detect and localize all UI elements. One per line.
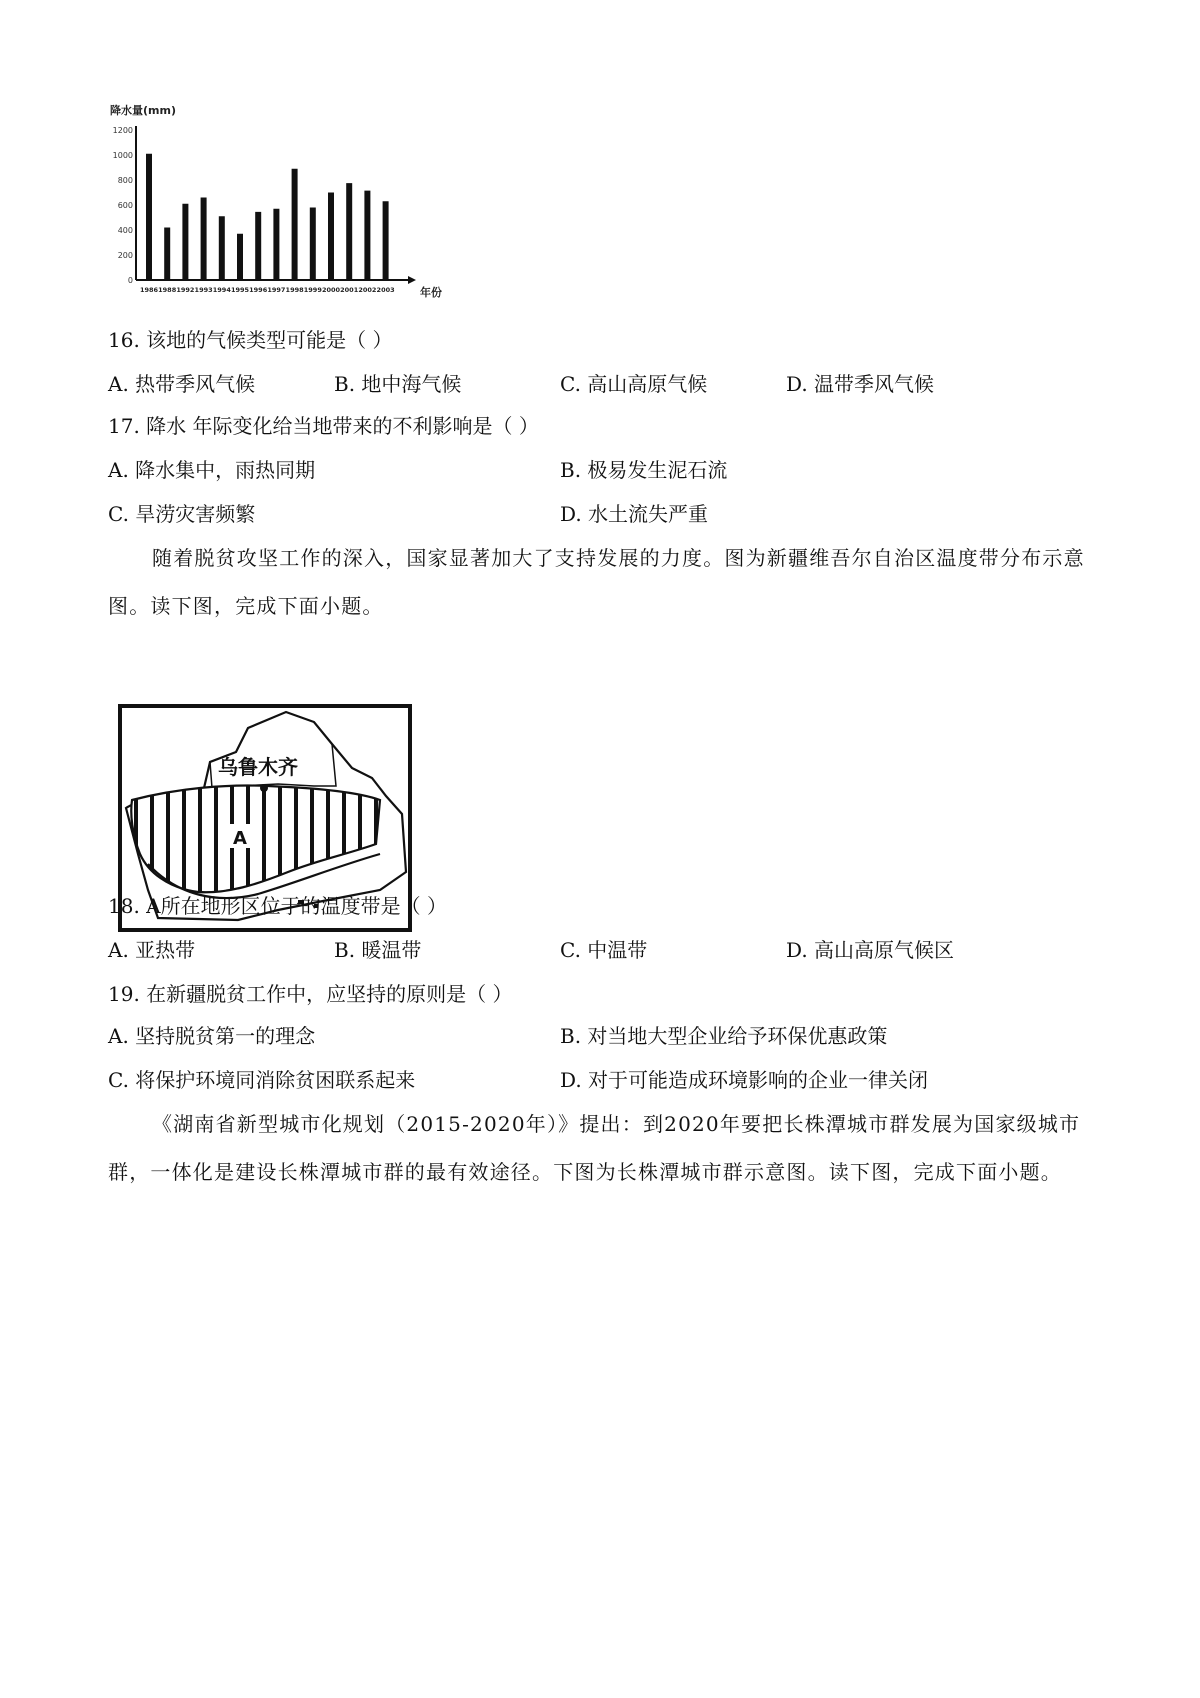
- bar-1993: [201, 198, 207, 281]
- y-tick-label: 1200: [112, 126, 133, 135]
- q17-stem: 17. 降水 年际变化给当地带来的不利影响是（ ）: [108, 414, 539, 438]
- bar-2001: [346, 183, 352, 280]
- bars: [146, 154, 389, 280]
- y-tick-label: 200: [117, 251, 133, 260]
- q16-stem: 16. 该地的气候类型可能是（ ）: [108, 328, 393, 352]
- urumqi-point: [260, 784, 268, 792]
- q19-option-a: A. 坚持脱贫第一的理念: [108, 1024, 316, 1048]
- q18-option-c: C. 中温带: [560, 938, 648, 962]
- q16-option-a: A. 热带季风气候: [108, 372, 256, 396]
- y-tick-label: 0: [127, 276, 133, 285]
- x-tick-label: 2003: [376, 286, 395, 294]
- q17-option-c: C. 旱涝灾害频繁: [108, 502, 256, 526]
- q18-option-b: B. 暖温带: [334, 938, 422, 962]
- x-tick-label: 1988: [158, 286, 177, 294]
- q17-option-d: D. 水土流失严重: [560, 502, 709, 526]
- q16-option-d: D. 温带季风气候: [786, 372, 935, 396]
- x-tick-label: 1992: [176, 286, 195, 294]
- x-tick-label: 2002: [358, 286, 377, 294]
- q16-option-c: C. 高山高原气候: [560, 372, 708, 396]
- y-tick-label: 400: [117, 226, 133, 235]
- bar-1994: [219, 216, 225, 280]
- x-axis-label: 年份: [420, 286, 442, 299]
- bar-1992: [182, 204, 188, 280]
- q18-stem: 18. A所在地形区位于的温度带是（ ）: [108, 894, 447, 918]
- q18-option-d: D. 高山高原气候区: [786, 938, 955, 962]
- x-tick-label: 1997: [267, 286, 286, 294]
- x-tick-label: 1993: [194, 286, 213, 294]
- x-tick-label: 1994: [212, 286, 231, 294]
- y-tick-label: 800: [117, 176, 133, 185]
- x-tick-label: 1986: [139, 286, 159, 294]
- y-tick-labels: [113, 126, 133, 285]
- bar-1988: [164, 228, 170, 281]
- x-tick-label: 2000: [321, 286, 341, 294]
- x-tick-label: 1996: [249, 286, 268, 294]
- bar-1999: [310, 208, 316, 281]
- q19-option-b: B. 对当地大型企业给予环保优惠政策: [560, 1024, 888, 1048]
- x-tick-labels: [140, 286, 395, 294]
- x-tick-label: 1995: [230, 286, 250, 294]
- q19-option-d: D. 对于可能造成环境影响的企业一律关闭: [560, 1068, 929, 1092]
- y-axis-label: 降水量(mm): [110, 104, 176, 117]
- bar-2002: [364, 191, 370, 280]
- bar-2000: [328, 193, 334, 281]
- x-axis-arrow: [408, 276, 416, 284]
- q19-stem: 19. 在新疆脱贫工作中，应坚持的原则是（ ）: [108, 982, 513, 1006]
- passage-xinjiang: 随着脱贫攻坚工作的深入，国家显著加大了支持发展的力度。图为新疆维吾尔自治区温度带分布示意图。读下图，完成下面小题。: [108, 546, 1085, 618]
- bar-1997: [273, 209, 279, 280]
- q17-option-b: B. 极易发生泥石流: [560, 458, 728, 482]
- x-tick-label: 1999: [303, 286, 322, 294]
- y-tick-label: 1000: [112, 151, 133, 160]
- q17-option-a: A. 降水集中，雨热同期: [108, 458, 316, 482]
- y-tick-label: 600: [117, 201, 133, 210]
- bar-1996: [255, 212, 261, 280]
- bar-1998: [292, 169, 298, 280]
- x-tick-label: 1998: [285, 286, 304, 294]
- bar-1995: [237, 234, 243, 280]
- q16-option-b: B. 地中海气候: [334, 372, 462, 396]
- q19-option-c: C. 将保护环境同消除贫困联系起来: [108, 1068, 416, 1092]
- passage-changzhutan: 《湖南省新型城市化规划（2015-2020年）》提出：到2020年要把长株潭城市群发展为国家级城市群，一体化是建设长株潭城市群的最有效途径。下图为长株潭城市群示意图。读下图，完成下面小题。: [108, 1112, 1081, 1184]
- precipitation-bar-chart: [108, 104, 478, 324]
- area-a-label: A: [233, 828, 247, 849]
- q18-option-a: A. 亚热带: [108, 938, 196, 962]
- bar-1986: [146, 154, 152, 280]
- x-tick-label: 2001: [340, 286, 359, 294]
- urumqi-label: 乌鲁木齐: [218, 755, 298, 779]
- bar-2003: [383, 201, 389, 280]
